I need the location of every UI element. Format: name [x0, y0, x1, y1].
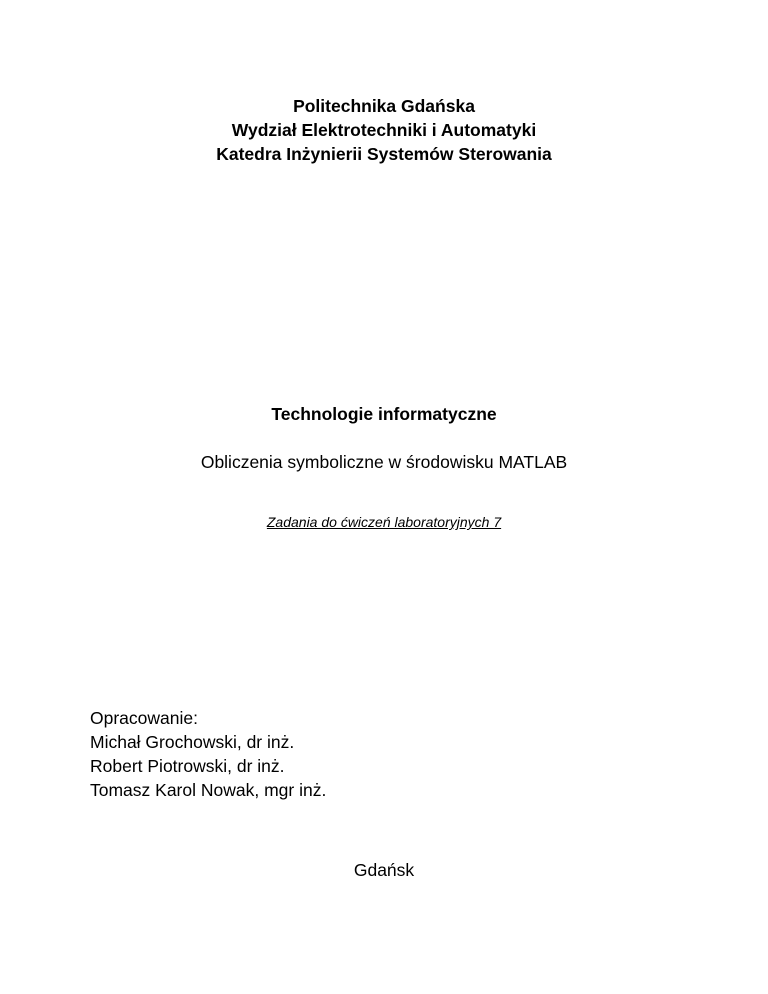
department-name: Katedra Inżynierii Systemów Sterowania — [216, 144, 552, 164]
document-subtitle: Zadania do ćwiczeń laboratoryjnych 7 — [266, 514, 502, 530]
author-2: Robert Piotrowski, dr inż. — [90, 756, 285, 776]
authors-block — [90, 706, 326, 802]
faculty-name: Wydział Elektrotechniki i Automatyki — [231, 120, 537, 140]
author-3: Tomasz Karol Nowak, mgr inż. — [90, 780, 327, 800]
institution-header — [0, 94, 768, 166]
city-name: Gdańsk — [353, 860, 415, 880]
author-1: Michał Grochowski, dr inż. — [90, 732, 295, 752]
university-name: Politechnika Gdańska — [293, 96, 475, 116]
course-title: Technologie informatyczne — [271, 404, 497, 424]
authors-label: Opracowanie: — [90, 708, 198, 728]
document-topic: Obliczenia symboliczne w środowisku MATLAB — [200, 452, 568, 472]
